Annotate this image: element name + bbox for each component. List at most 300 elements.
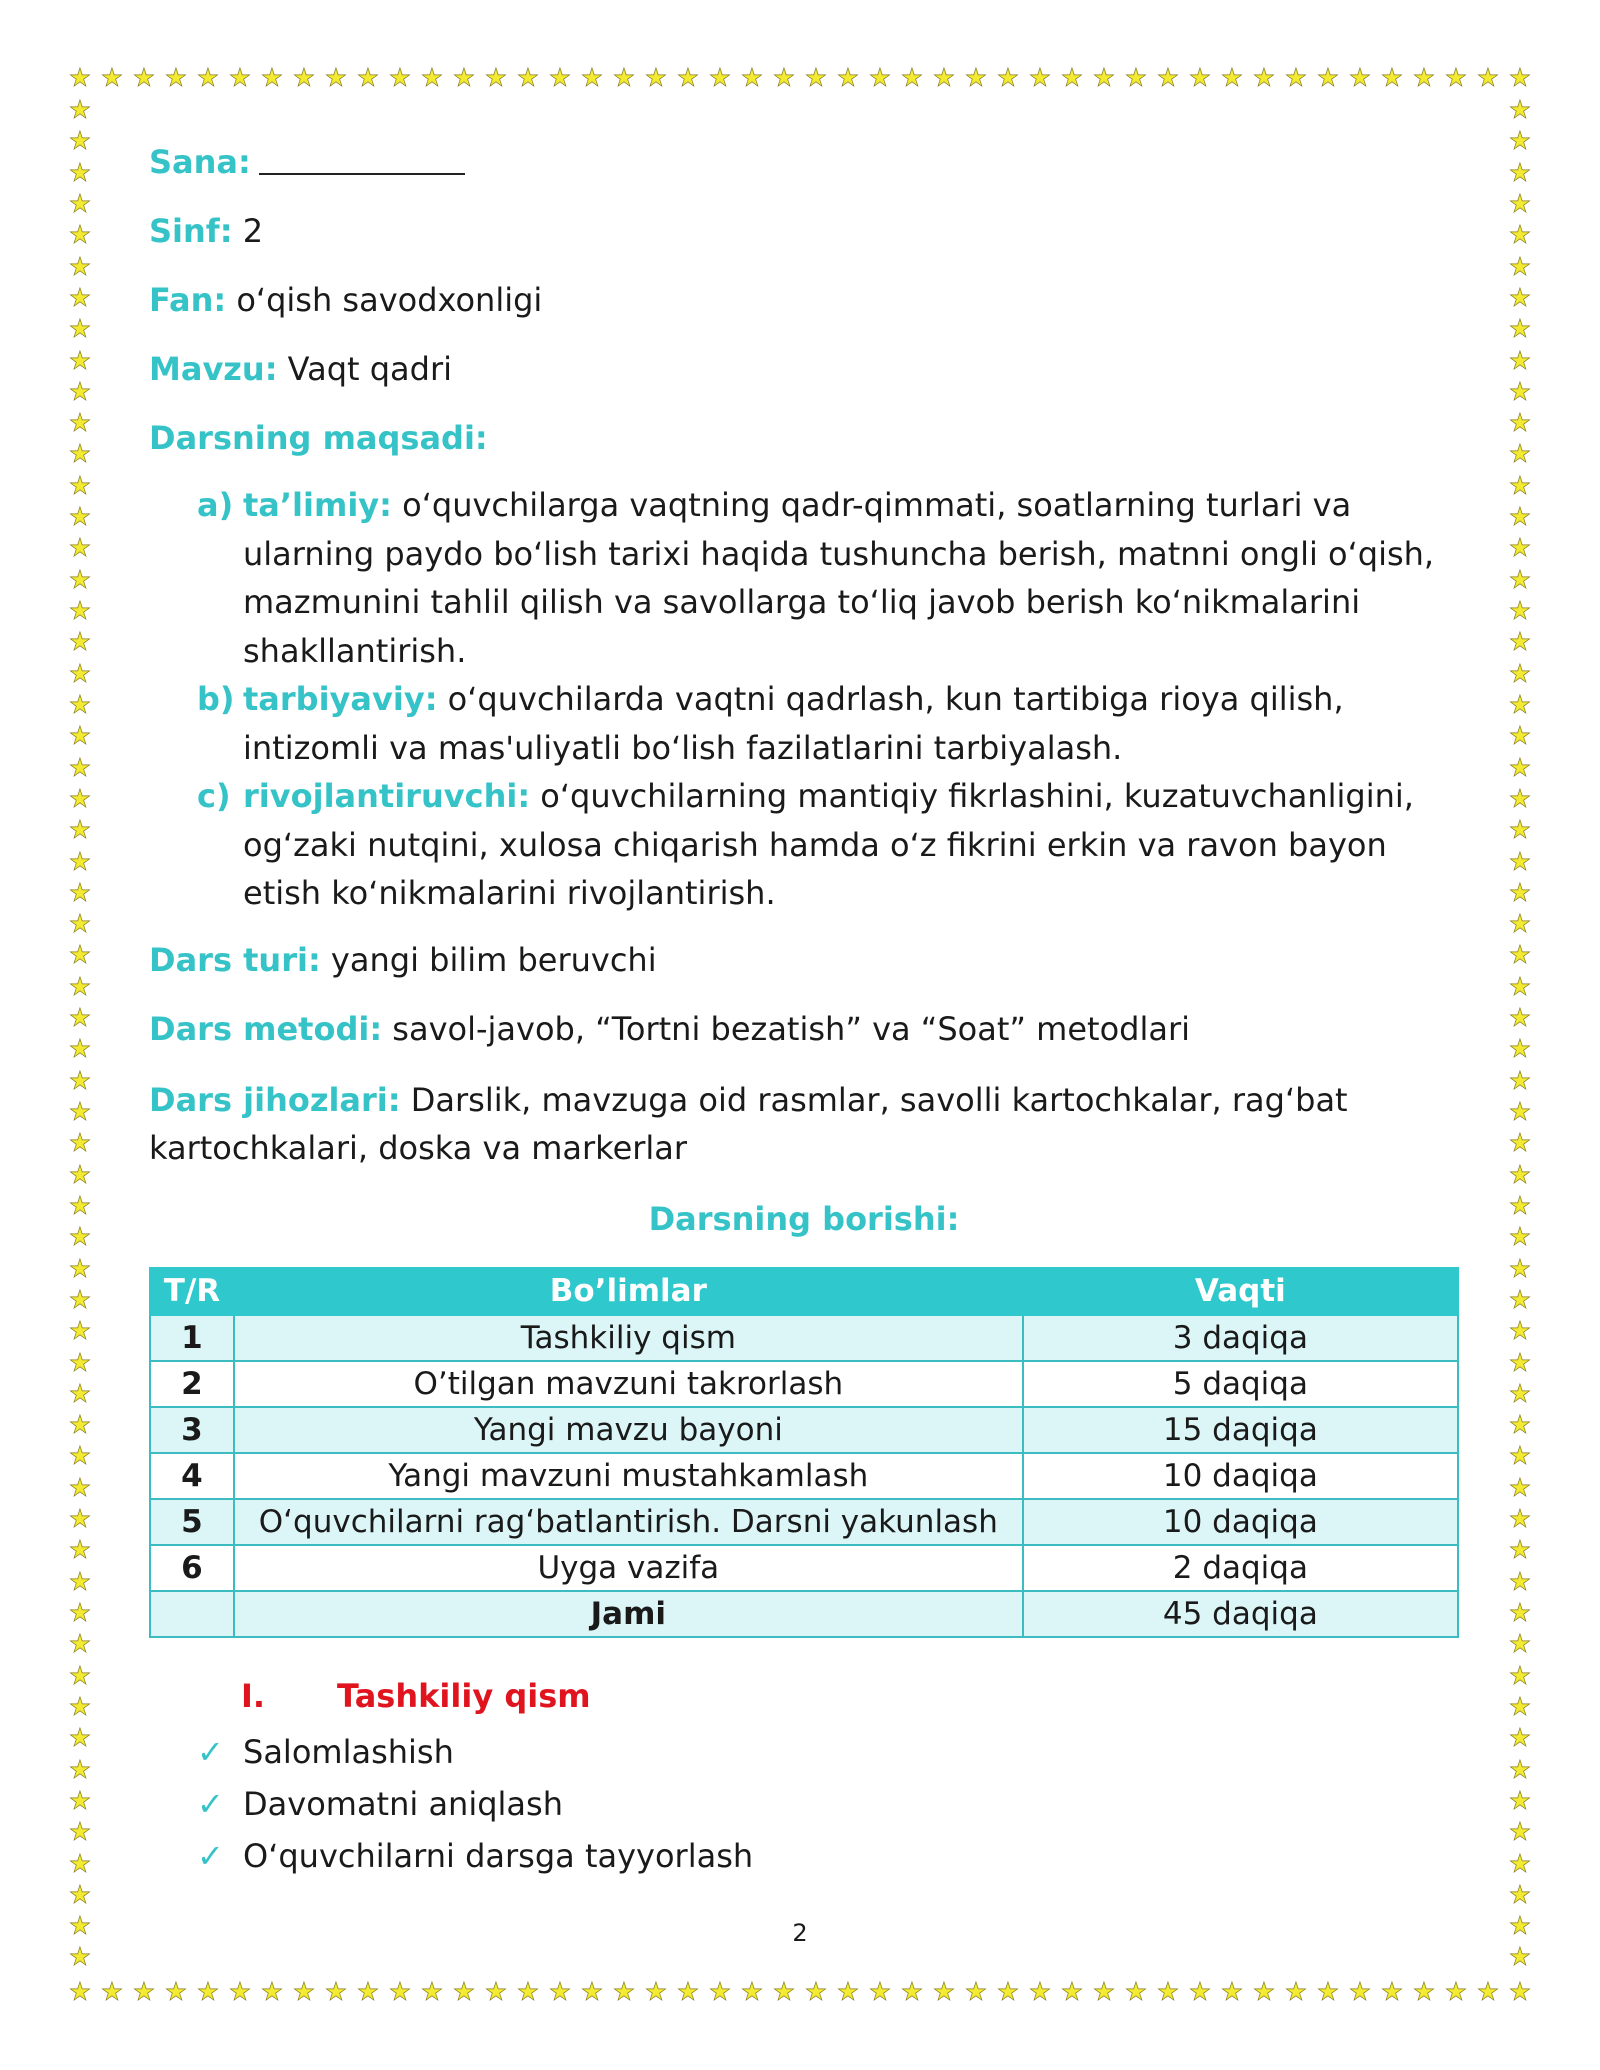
star-icon: ★ bbox=[932, 63, 956, 92]
star-icon: ★ bbox=[836, 1977, 860, 2006]
goal-text: o‘quvchilarning mantiqiy fikrlashini, kuzatuvchanligini, og‘zaki nutqini, xulosa chiqarish hamda o‘z fikrini erkin va ravon bayon etish ko‘nikmalarini rivojlantirish. bbox=[243, 777, 1414, 912]
star-icon: ★ bbox=[964, 63, 988, 92]
star-icon: ★ bbox=[1380, 1977, 1404, 2006]
plan-title-line bbox=[149, 1197, 1459, 1241]
goals-heading bbox=[149, 416, 1459, 460]
plan-title: Darsning borishi: bbox=[648, 1199, 960, 1238]
star-icon: ★ bbox=[228, 1977, 252, 2006]
star-icon: ★ bbox=[68, 1691, 92, 1721]
checklist-item bbox=[197, 1726, 1459, 1778]
star-icon: ★ bbox=[68, 1817, 92, 1847]
star-icon: ★ bbox=[612, 1977, 636, 2006]
star-icon: ★ bbox=[676, 63, 700, 92]
star-icon: ★ bbox=[1508, 251, 1532, 281]
star-icon: ★ bbox=[68, 282, 92, 312]
star-icon: ★ bbox=[1060, 63, 1084, 92]
star-icon: ★ bbox=[100, 1977, 124, 2006]
star-icon: ★ bbox=[1508, 95, 1532, 124]
star-icon: ★ bbox=[1508, 157, 1532, 187]
row-section: Tashkiliy qism bbox=[234, 1315, 1023, 1361]
checklist-item bbox=[197, 1830, 1459, 1882]
star-icon: ★ bbox=[68, 533, 92, 563]
star-icon: ★ bbox=[132, 63, 156, 92]
star-icon: ★ bbox=[68, 502, 92, 532]
star-icon: ★ bbox=[68, 1410, 92, 1440]
goal-marker: b) bbox=[197, 680, 235, 718]
star-icon: ★ bbox=[1508, 1097, 1532, 1126]
star-icon: ★ bbox=[100, 63, 124, 92]
lesson-type-label: Dars turi: bbox=[149, 940, 321, 979]
lesson-method-line bbox=[149, 1007, 1459, 1051]
star-icon: ★ bbox=[1508, 188, 1532, 218]
star-icon: ★ bbox=[68, 188, 92, 218]
star-icon: ★ bbox=[516, 63, 540, 92]
star-icon: ★ bbox=[1508, 1660, 1532, 1690]
star-icon: ★ bbox=[1316, 1977, 1340, 2006]
section-title: Tashkiliy qism bbox=[337, 1676, 591, 1715]
row-number: 3 bbox=[150, 1407, 234, 1453]
star-icon: ★ bbox=[676, 1977, 700, 2006]
star-icon: ★ bbox=[804, 1977, 828, 2006]
page-number: 2 bbox=[792, 1919, 808, 1947]
star-icon: ★ bbox=[1508, 783, 1532, 813]
star-icon: ★ bbox=[644, 1977, 668, 2006]
star-icon: ★ bbox=[68, 564, 92, 594]
star-icon: ★ bbox=[68, 251, 92, 281]
subject-value: o‘qish savodxonligi bbox=[236, 281, 543, 319]
star-icon: ★ bbox=[68, 909, 92, 939]
star-icon: ★ bbox=[452, 63, 476, 92]
star-icon: ★ bbox=[1508, 1817, 1532, 1847]
star-icon: ★ bbox=[1508, 627, 1532, 657]
star-icon: ★ bbox=[644, 63, 668, 92]
star-icon: ★ bbox=[68, 1977, 92, 2006]
row-number: 5 bbox=[150, 1499, 234, 1545]
star-icon: ★ bbox=[324, 1977, 348, 2006]
star-icon: ★ bbox=[68, 1848, 92, 1878]
checklist-item bbox=[197, 1778, 1459, 1830]
star-icon: ★ bbox=[1508, 282, 1532, 312]
star-icon: ★ bbox=[68, 752, 92, 782]
star-icon: ★ bbox=[1476, 63, 1500, 92]
checkmark-icon: ✓ bbox=[197, 1784, 224, 1823]
star-icon: ★ bbox=[1508, 971, 1532, 1001]
star-icon: ★ bbox=[68, 126, 92, 156]
grade-line bbox=[149, 209, 1459, 253]
lesson-plan-content bbox=[149, 140, 1459, 1882]
table-row bbox=[150, 1315, 1458, 1361]
star-icon: ★ bbox=[1508, 1003, 1532, 1033]
star-icon: ★ bbox=[1508, 1629, 1532, 1659]
row-section: Yangi mavzu bayoni bbox=[234, 1407, 1023, 1453]
grade-label: Sinf: bbox=[149, 212, 233, 250]
star-icon: ★ bbox=[68, 1222, 92, 1252]
grade-value: 2 bbox=[242, 212, 264, 250]
table-row bbox=[150, 1361, 1458, 1407]
star-icon: ★ bbox=[1508, 815, 1532, 845]
table-total-row bbox=[150, 1591, 1458, 1637]
star-icon: ★ bbox=[868, 63, 892, 92]
star-icon: ★ bbox=[68, 345, 92, 375]
star-icon: ★ bbox=[196, 1977, 220, 2006]
star-icon: ★ bbox=[1508, 1535, 1532, 1565]
star-icon: ★ bbox=[1156, 63, 1180, 92]
star-icon: ★ bbox=[1508, 1128, 1532, 1158]
star-icon: ★ bbox=[548, 63, 572, 92]
star-icon: ★ bbox=[1508, 909, 1532, 939]
star-icon: ★ bbox=[484, 1977, 508, 2006]
star-icon: ★ bbox=[1508, 1691, 1532, 1721]
star-icon: ★ bbox=[1508, 940, 1532, 970]
star-icon: ★ bbox=[1508, 1598, 1532, 1627]
star-icon: ★ bbox=[164, 63, 188, 92]
star-icon: ★ bbox=[196, 63, 220, 92]
star-icon: ★ bbox=[68, 596, 92, 625]
star-icon: ★ bbox=[772, 1977, 796, 2006]
star-icon: ★ bbox=[1508, 1316, 1532, 1346]
star-icon: ★ bbox=[1444, 1977, 1468, 2006]
goal-label: rivojlantiruvchi: bbox=[243, 777, 531, 815]
goal-text: o‘quvchilarda vaqtni qadrlash, kun tartibiga rioya qilish, intizomli va mas'uliyatli bo‘lish fazilatlarini tarbiyalash. bbox=[243, 680, 1344, 767]
star-icon: ★ bbox=[1092, 63, 1116, 92]
star-icon: ★ bbox=[1508, 877, 1532, 907]
star-border-bottom bbox=[66, 1978, 1534, 2006]
lesson-equipment-label: Dars jihozlari: bbox=[149, 1080, 401, 1119]
star-icon: ★ bbox=[1508, 533, 1532, 563]
star-icon: ★ bbox=[1508, 1159, 1532, 1189]
row-time: 3 daqiqa bbox=[1023, 1315, 1458, 1361]
star-icon: ★ bbox=[1508, 439, 1532, 469]
star-icon: ★ bbox=[1188, 63, 1212, 92]
star-icon: ★ bbox=[1220, 1977, 1244, 2006]
subject-label: Fan: bbox=[149, 281, 227, 319]
star-icon: ★ bbox=[68, 1942, 92, 1972]
star-icon: ★ bbox=[1508, 1977, 1532, 2006]
star-icon: ★ bbox=[68, 1065, 92, 1095]
star-icon: ★ bbox=[1508, 1190, 1532, 1220]
star-icon: ★ bbox=[68, 627, 92, 657]
star-icon: ★ bbox=[1508, 1566, 1532, 1596]
star-icon: ★ bbox=[484, 63, 508, 92]
star-icon: ★ bbox=[1508, 1785, 1532, 1815]
star-icon: ★ bbox=[1508, 1034, 1532, 1064]
table-header-row bbox=[150, 1268, 1458, 1315]
star-icon: ★ bbox=[708, 1977, 732, 2006]
star-icon: ★ bbox=[1508, 1410, 1532, 1440]
star-icon: ★ bbox=[548, 1977, 572, 2006]
row-time: 10 daqiqa bbox=[1023, 1499, 1458, 1545]
star-icon: ★ bbox=[964, 1977, 988, 2006]
star-icon: ★ bbox=[68, 314, 92, 344]
star-icon: ★ bbox=[1508, 596, 1532, 625]
star-icon: ★ bbox=[68, 721, 92, 751]
lesson-method-value: savol-javob, “Tortni bezatish” va “Soat” metodlari bbox=[392, 1009, 1190, 1048]
star-icon: ★ bbox=[1412, 63, 1436, 92]
star-icon: ★ bbox=[68, 1159, 92, 1189]
star-icon: ★ bbox=[900, 63, 924, 92]
star-icon: ★ bbox=[1316, 63, 1340, 92]
row-section: Uyga vazifa bbox=[234, 1545, 1023, 1591]
star-icon: ★ bbox=[68, 1034, 92, 1064]
lesson-method-label: Dars metodi: bbox=[149, 1009, 383, 1048]
checklist-text: O‘quvchilarni darsga tayyorlash bbox=[243, 1836, 754, 1875]
table-row bbox=[150, 1453, 1458, 1499]
lesson-equipment-value: Darslik, mavzuga oid rasmlar, savolli kartochkalar, rag‘bat kartochkalari, doska va markerlar bbox=[149, 1080, 1348, 1167]
star-icon: ★ bbox=[68, 1535, 92, 1565]
star-icon: ★ bbox=[1508, 1253, 1532, 1283]
section-number: I. bbox=[241, 1676, 266, 1715]
star-icon: ★ bbox=[1508, 721, 1532, 751]
star-icon: ★ bbox=[68, 1566, 92, 1596]
star-icon: ★ bbox=[1508, 1754, 1532, 1784]
star-icon: ★ bbox=[1284, 63, 1308, 92]
star-border-left bbox=[66, 96, 94, 1972]
lesson-equipment-line bbox=[149, 1076, 1459, 1172]
star-icon: ★ bbox=[740, 1977, 764, 2006]
date-line bbox=[149, 140, 1459, 184]
star-icon: ★ bbox=[516, 1977, 540, 2006]
star-icon: ★ bbox=[996, 63, 1020, 92]
star-icon: ★ bbox=[1508, 1065, 1532, 1095]
star-icon: ★ bbox=[68, 783, 92, 813]
star-icon: ★ bbox=[68, 1660, 92, 1690]
row-time: 2 daqiqa bbox=[1023, 1545, 1458, 1591]
checkmark-icon: ✓ bbox=[197, 1732, 224, 1771]
star-icon: ★ bbox=[68, 376, 92, 406]
star-icon: ★ bbox=[708, 63, 732, 92]
star-icon: ★ bbox=[1508, 1723, 1532, 1753]
star-icon: ★ bbox=[68, 1003, 92, 1033]
star-icon: ★ bbox=[1508, 1911, 1532, 1941]
star-icon: ★ bbox=[1508, 1942, 1532, 1972]
goal-label: tarbiyaviy: bbox=[243, 680, 438, 718]
star-icon: ★ bbox=[292, 63, 316, 92]
checklist-text: Davomatni aniqlash bbox=[243, 1784, 563, 1823]
goal-label: ta’limiy: bbox=[243, 486, 392, 524]
row-number: 2 bbox=[150, 1361, 234, 1407]
goal-item bbox=[197, 481, 1459, 675]
star-icon: ★ bbox=[420, 63, 444, 92]
star-icon: ★ bbox=[260, 1977, 284, 2006]
star-icon: ★ bbox=[1092, 1977, 1116, 2006]
star-icon: ★ bbox=[68, 1598, 92, 1627]
star-icon: ★ bbox=[1508, 1848, 1532, 1878]
star-icon: ★ bbox=[772, 63, 796, 92]
topic-value: Vaqt qadri bbox=[287, 350, 452, 388]
star-icon: ★ bbox=[68, 846, 92, 876]
star-icon: ★ bbox=[1508, 470, 1532, 500]
table-row bbox=[150, 1499, 1458, 1545]
star-icon: ★ bbox=[1252, 63, 1276, 92]
star-icon: ★ bbox=[68, 940, 92, 970]
goal-text: o‘quvchilarga vaqtning qadr-qimmati, soatlarning turlari va ularning paydo bo‘lish tarixi haqida tushuncha berish, matnni ongli o‘qish, mazmunini tahlil qilish va savollarga to‘liq javob berish ko‘nikmalarini shakllantirish. bbox=[243, 486, 1435, 670]
star-icon: ★ bbox=[996, 1977, 1020, 2006]
column-header-number: T/R bbox=[150, 1268, 234, 1315]
star-icon: ★ bbox=[452, 1977, 476, 2006]
star-icon: ★ bbox=[804, 63, 828, 92]
star-icon: ★ bbox=[1348, 63, 1372, 92]
star-icon: ★ bbox=[1188, 1977, 1212, 2006]
star-icon: ★ bbox=[164, 1977, 188, 2006]
star-icon: ★ bbox=[68, 1629, 92, 1659]
star-icon: ★ bbox=[1220, 63, 1244, 92]
star-icon: ★ bbox=[1508, 126, 1532, 156]
star-icon: ★ bbox=[932, 1977, 956, 2006]
star-icon: ★ bbox=[68, 658, 92, 688]
star-icon: ★ bbox=[740, 63, 764, 92]
star-icon: ★ bbox=[68, 63, 92, 92]
star-icon: ★ bbox=[1508, 63, 1532, 92]
star-icon: ★ bbox=[1124, 63, 1148, 92]
star-icon: ★ bbox=[1508, 314, 1532, 344]
star-icon: ★ bbox=[1348, 1977, 1372, 2006]
star-icon: ★ bbox=[68, 1378, 92, 1408]
row-time: 10 daqiqa bbox=[1023, 1453, 1458, 1499]
star-icon: ★ bbox=[68, 1347, 92, 1377]
row-number: 1 bbox=[150, 1315, 234, 1361]
topic-line bbox=[149, 347, 1459, 391]
star-icon: ★ bbox=[1508, 564, 1532, 594]
star-icon: ★ bbox=[68, 1879, 92, 1909]
star-icon: ★ bbox=[1284, 1977, 1308, 2006]
star-icon: ★ bbox=[68, 1128, 92, 1158]
star-icon: ★ bbox=[1508, 220, 1532, 250]
star-icon: ★ bbox=[68, 1190, 92, 1220]
row-time: 15 daqiqa bbox=[1023, 1407, 1458, 1453]
star-icon: ★ bbox=[68, 470, 92, 500]
star-icon: ★ bbox=[1508, 1441, 1532, 1471]
star-icon: ★ bbox=[68, 1253, 92, 1283]
star-icon: ★ bbox=[68, 877, 92, 907]
star-icon: ★ bbox=[868, 1977, 892, 2006]
star-icon: ★ bbox=[356, 1977, 380, 2006]
date-label: Sana: bbox=[149, 143, 251, 181]
row-section: O’tilgan mavzuni takrorlash bbox=[234, 1361, 1023, 1407]
star-icon: ★ bbox=[68, 408, 92, 438]
star-icon: ★ bbox=[292, 1977, 316, 2006]
star-icon: ★ bbox=[1508, 502, 1532, 532]
star-icon: ★ bbox=[1508, 1222, 1532, 1252]
star-icon: ★ bbox=[68, 1911, 92, 1941]
star-icon: ★ bbox=[836, 63, 860, 92]
star-icon: ★ bbox=[1508, 752, 1532, 782]
star-icon: ★ bbox=[68, 439, 92, 469]
star-icon: ★ bbox=[68, 1441, 92, 1471]
goal-marker: a) bbox=[197, 486, 234, 524]
star-icon: ★ bbox=[132, 1977, 156, 2006]
star-icon: ★ bbox=[1508, 1347, 1532, 1377]
goal-marker: c) bbox=[197, 777, 231, 815]
subject-line bbox=[149, 278, 1459, 322]
star-icon: ★ bbox=[1476, 1977, 1500, 2006]
goals-label: Darsning maqsadi: bbox=[149, 419, 488, 457]
star-icon: ★ bbox=[1028, 63, 1052, 92]
star-icon: ★ bbox=[580, 63, 604, 92]
star-icon: ★ bbox=[388, 1977, 412, 2006]
star-icon: ★ bbox=[68, 95, 92, 124]
date-blank bbox=[259, 143, 465, 175]
star-icon: ★ bbox=[900, 1977, 924, 2006]
star-icon: ★ bbox=[1060, 1977, 1084, 2006]
row-number: 6 bbox=[150, 1545, 234, 1591]
star-icon: ★ bbox=[68, 1723, 92, 1753]
star-icon: ★ bbox=[1508, 1284, 1532, 1314]
goals-list bbox=[197, 481, 1459, 918]
star-icon: ★ bbox=[388, 63, 412, 92]
star-icon: ★ bbox=[1412, 1977, 1436, 2006]
star-icon: ★ bbox=[612, 63, 636, 92]
goal-item bbox=[197, 675, 1459, 772]
section-heading bbox=[241, 1674, 1459, 1718]
star-icon: ★ bbox=[68, 1472, 92, 1502]
total-value: 45 daqiqa bbox=[1023, 1591, 1458, 1637]
star-icon: ★ bbox=[1508, 376, 1532, 406]
section-checklist bbox=[197, 1726, 1459, 1882]
star-icon: ★ bbox=[68, 1785, 92, 1815]
star-icon: ★ bbox=[68, 157, 92, 187]
star-icon: ★ bbox=[68, 1097, 92, 1126]
star-icon: ★ bbox=[1508, 658, 1532, 688]
star-icon: ★ bbox=[1380, 63, 1404, 92]
lesson-plan-table bbox=[149, 1267, 1459, 1638]
row-number: 4 bbox=[150, 1453, 234, 1499]
lesson-type-line bbox=[149, 938, 1459, 982]
star-icon: ★ bbox=[1252, 1977, 1276, 2006]
star-icon: ★ bbox=[324, 63, 348, 92]
star-icon: ★ bbox=[1508, 345, 1532, 375]
star-icon: ★ bbox=[1508, 1472, 1532, 1502]
row-section: Yangi mavzuni mustahkamlash bbox=[234, 1453, 1023, 1499]
star-icon: ★ bbox=[1444, 63, 1468, 92]
lesson-type-value: yangi bilim beruvchi bbox=[330, 940, 657, 979]
row-section: O‘quvchilarni rag‘batlantirish. Darsni yakunlash bbox=[234, 1499, 1023, 1545]
topic-label: Mavzu: bbox=[149, 350, 278, 388]
star-icon: ★ bbox=[1508, 846, 1532, 876]
star-icon: ★ bbox=[68, 815, 92, 845]
star-icon: ★ bbox=[1508, 1879, 1532, 1909]
total-label: Jami bbox=[234, 1591, 1023, 1637]
star-border-right bbox=[1506, 96, 1534, 1972]
star-icon: ★ bbox=[1508, 689, 1532, 719]
star-icon: ★ bbox=[1508, 1378, 1532, 1408]
column-header-time: Vaqti bbox=[1023, 1268, 1458, 1315]
star-icon: ★ bbox=[68, 1504, 92, 1534]
star-border-top bbox=[66, 64, 1534, 92]
star-icon: ★ bbox=[68, 689, 92, 719]
total-empty-cell bbox=[150, 1591, 234, 1637]
checklist-text: Salomlashish bbox=[243, 1732, 454, 1771]
star-icon: ★ bbox=[1508, 408, 1532, 438]
star-icon: ★ bbox=[228, 63, 252, 92]
star-icon: ★ bbox=[68, 1284, 92, 1314]
star-icon: ★ bbox=[260, 63, 284, 92]
table-row bbox=[150, 1407, 1458, 1453]
star-icon: ★ bbox=[68, 1316, 92, 1346]
star-icon: ★ bbox=[1156, 1977, 1180, 2006]
star-icon: ★ bbox=[1508, 1504, 1532, 1534]
star-icon: ★ bbox=[68, 1754, 92, 1784]
table-row bbox=[150, 1545, 1458, 1591]
star-icon: ★ bbox=[68, 971, 92, 1001]
goal-item bbox=[197, 772, 1459, 918]
star-icon: ★ bbox=[420, 1977, 444, 2006]
star-icon: ★ bbox=[1028, 1977, 1052, 2006]
column-header-section: Bo’limlar bbox=[234, 1268, 1023, 1315]
star-icon: ★ bbox=[1124, 1977, 1148, 2006]
star-icon: ★ bbox=[580, 1977, 604, 2006]
row-time: 5 daqiqa bbox=[1023, 1361, 1458, 1407]
star-icon: ★ bbox=[68, 220, 92, 250]
